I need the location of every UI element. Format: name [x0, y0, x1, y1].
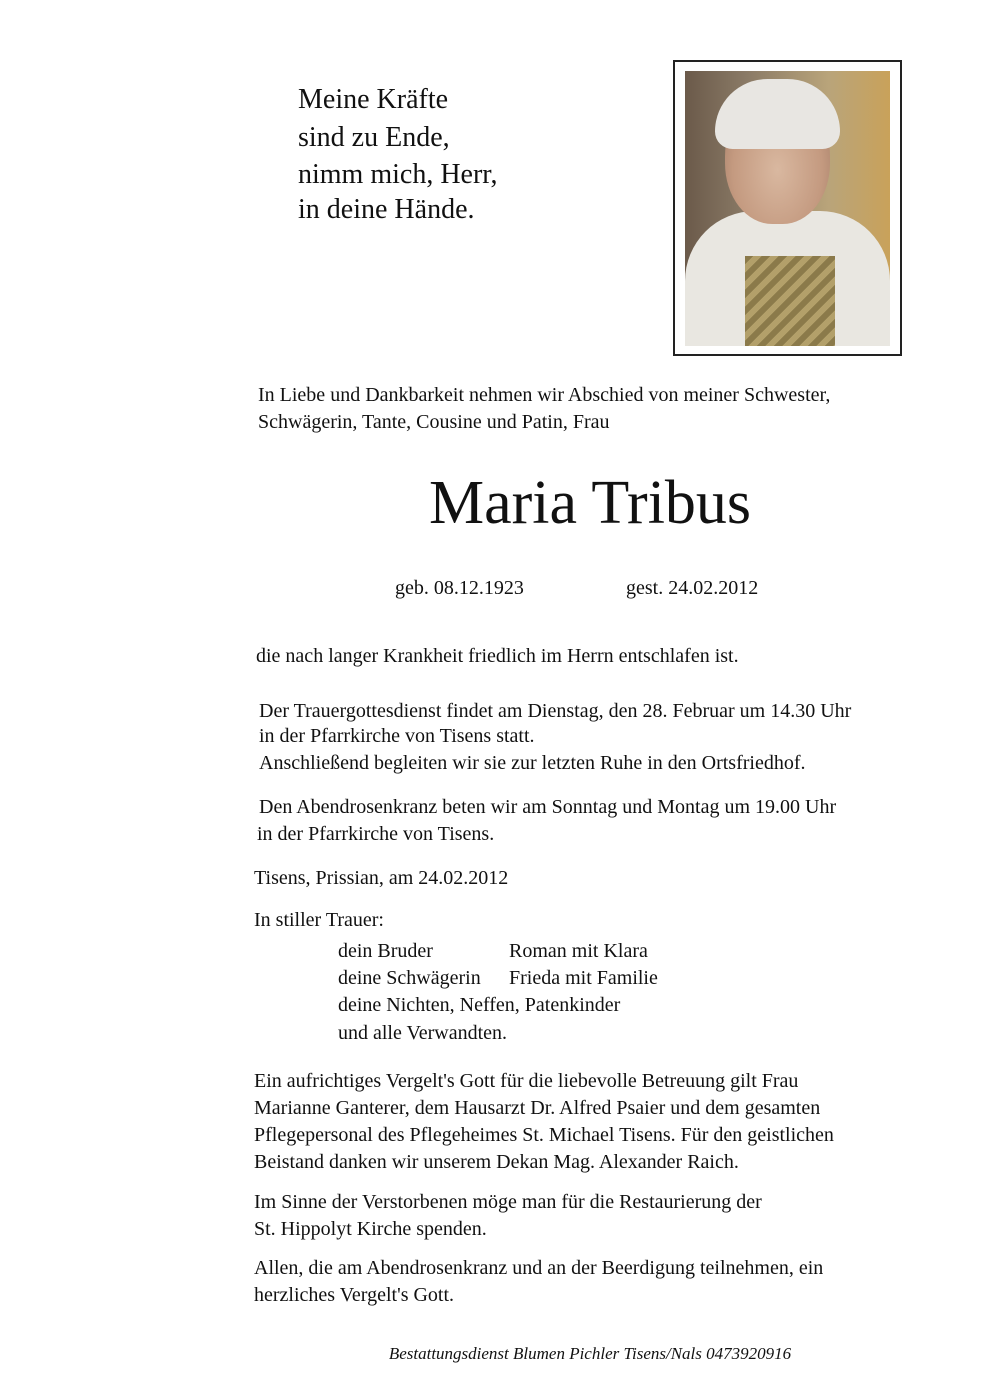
- mourner-names: Roman mit Klara: [509, 940, 648, 962]
- mourner-names: Frieda mit Familie: [509, 967, 658, 989]
- mourner-relation: deine Nichten, Neffen, Patenkinder: [338, 994, 621, 1016]
- donation-line: St. Hippolyt Kirche spenden.: [254, 1218, 487, 1240]
- funeral-line: Der Trauergottesdienst findet am Dienstag, den 28. Februar um 14.30 Uhr: [259, 700, 852, 722]
- verse-line: Meine Kräfte: [298, 84, 449, 115]
- rosary-line: in der Pfarrkirche von Tisens.: [257, 823, 495, 845]
- death-date: gest. 24.02.2012: [626, 577, 759, 599]
- mourner-relation: deine Schwägerin: [338, 967, 481, 989]
- thanks-line: Pflegepersonal des Pflegeheimes St. Michael Tisens. Für den geistlichen: [254, 1124, 834, 1146]
- rosary-line: Den Abendrosenkranz beten wir am Sonntag und Montag um 19.00 Uhr: [259, 796, 837, 818]
- mourning-label: In stiller Trauer:: [254, 909, 384, 931]
- death-line: die nach langer Krankheit friedlich im Herrn entschlafen ist.: [256, 645, 739, 667]
- verse-line: nimm mich, Herr,: [298, 159, 498, 190]
- funeral-line: Anschließend begleiten wir sie zur letzten Ruhe in den Ortsfriedhof.: [259, 752, 806, 774]
- birth-date: geb. 08.12.1923: [395, 577, 524, 599]
- deceased-name: Maria Tribus: [428, 469, 752, 537]
- intro-line: In Liebe und Dankbarkeit nehmen wir Abschied von meiner Schwester,: [258, 384, 831, 406]
- closing-line: herzliches Vergelt's Gott.: [254, 1284, 455, 1306]
- funeral-service-footer: Bestattungsdienst Blumen Pichler Tisens/Nals 0473920916: [388, 1344, 792, 1363]
- thanks-line: Beistand danken wir unserem Dekan Mag. Alexander Raich.: [254, 1151, 739, 1173]
- verse-line: sind zu Ende,: [298, 122, 450, 153]
- thanks-line: Ein aufrichtiges Vergelt's Gott für die liebevolle Betreuung gilt Frau: [254, 1070, 799, 1092]
- donation-line: Im Sinne der Verstorbenen möge man für die Restaurierung der: [254, 1191, 762, 1213]
- closing-line: Allen, die am Abendrosenkranz und an der Beerdigung teilnehmen, ein: [254, 1257, 824, 1279]
- portrait-photo-frame: [673, 60, 902, 356]
- mourner-relation: dein Bruder: [338, 940, 433, 962]
- thanks-line: Marianne Ganterer, dem Hausarzt Dr. Alfred Psaier und dem gesamten: [254, 1097, 821, 1119]
- intro-line: Schwägerin, Tante, Cousine und Patin, Frau: [258, 411, 610, 433]
- place-date: Tisens, Prissian, am 24.02.2012: [254, 867, 509, 889]
- verse-line: in deine Hände.: [298, 194, 475, 225]
- portrait-photo: [685, 71, 890, 346]
- funeral-line: in der Pfarrkirche von Tisens statt.: [259, 725, 535, 747]
- mourner-relation: und alle Verwandten.: [338, 1022, 508, 1044]
